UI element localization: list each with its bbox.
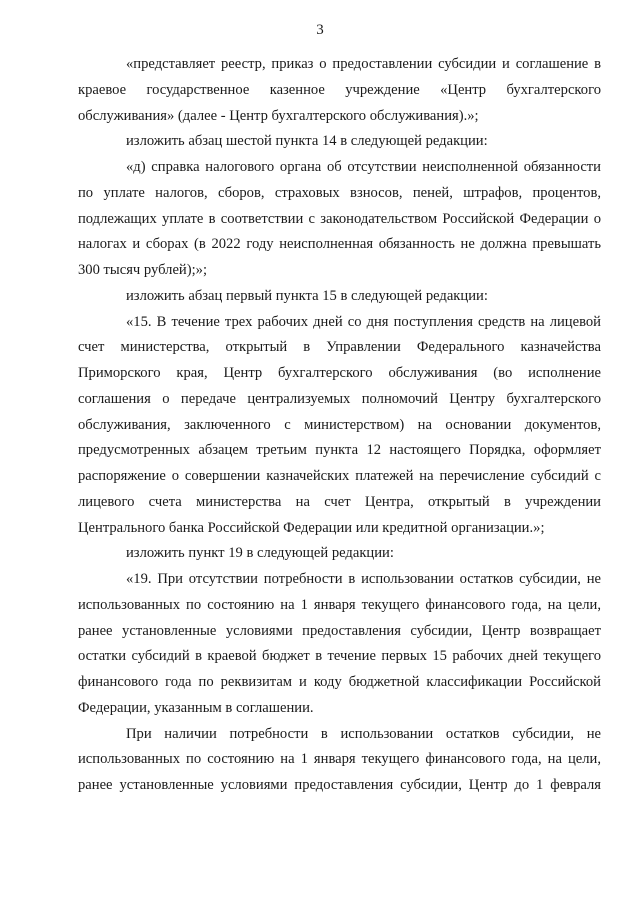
paragraph-remaining-subsidy: При наличии потребности в использовании остатков субсидии, не использованных по состоянию на 1 января текущего финансового года, на цели, ранее установленные условиями предоставления субсидии, Центр до 1 февраля [78, 725, 601, 793]
paragraph-amend-item-14: изложить абзац шестой пункта 14 в следующей редакции: [126, 133, 488, 150]
page-number: 3 [316, 22, 324, 38]
paragraph-amend-item-15: изложить абзац первый пункта 15 в следующей редакции: [126, 287, 488, 304]
paragraph-registry-submission: «представляет реестр, приказ о предоставлении субсидии и соглашение в краевое государственное казенное учреждение «Центр бухгалтерского обслуживания» (далее - Центр бухгалтерского обслуживания).»; [78, 56, 601, 124]
paragraph-item-15-text: «15. В течение трех рабочих дней со дня поступления средств на лицевой счет министерства, открытый в Управлении Федерального казначейства Приморского края, Центр бухгалтерского обслуживания (во исполнение соглашения о передаче централизуемых полномочий Центру бухгалтерского обслуживания, заключенного с министерством) на основании документов, предусмотренных абзацем третьим пункта 12 настоящего Порядка, оформляет распоряжение о совершении казначейских платежей на перечисление субсидий с лицевого счета министерства на счет Центра, открытый в учреждении Центрального банка Российской Федерации или кредитной организации.»; [78, 313, 601, 536]
paragraph-amend-item-19: изложить пункт 19 в следующей редакции: [126, 545, 394, 562]
document-body [78, 52, 601, 799]
paragraph-tax-certificate: «д) справка налогового органа об отсутствии неисполненной обязанности по уплате налогов, сборов, страховых взносов, пеней, штрафов, процентов, подлежащих уплате в соответствии с законодательством Российской Федерации о налогах и сборах (в 2022 году неисполненная обязанность не должна превышать 300 тысяч рублей);»; [78, 159, 601, 278]
paragraph-item-19-text: «19. При отсутствии потребности в использовании остатков субсидии, не использованных по состоянию на 1 января текущего финансового года, на цели, ранее установленные условиями предоставления субсидии, Центр возвращает остатки субсидий в краевой бюджет в течение первых 15 рабочих дней текущего финансового года по реквизитам и коду бюджетной классификации Российской Федерации, указанным в соглашении. [78, 571, 601, 716]
